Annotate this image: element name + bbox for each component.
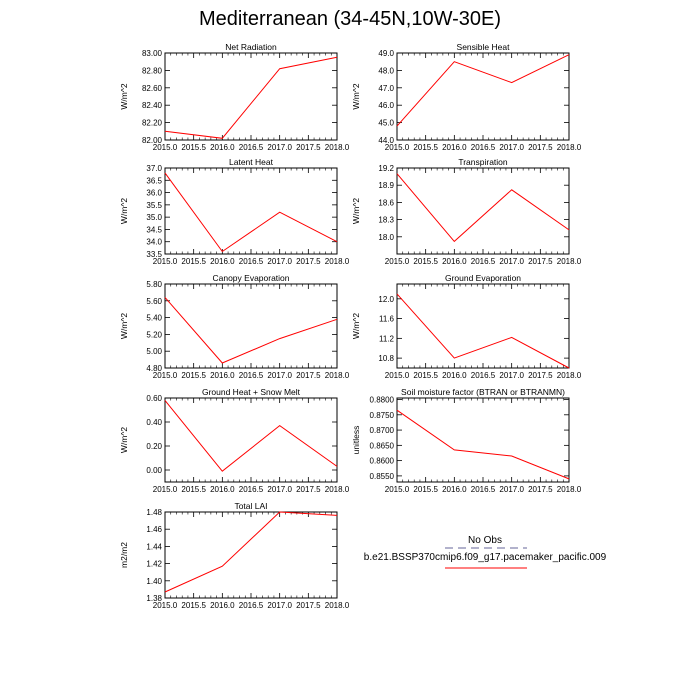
y-tick-label: 83.00 (141, 49, 162, 58)
x-tick-label: 2016.0 (442, 143, 467, 152)
panel-canopy-evaporation (119, 273, 350, 380)
y-tick-label: 1.40 (146, 576, 162, 586)
x-tick-label: 2017.0 (267, 371, 292, 380)
x-tick-label: 2016.0 (210, 143, 235, 152)
x-tick-label: 2016.5 (238, 371, 264, 380)
panel-ground-heat-snow-melt (119, 387, 350, 494)
y-axis-label: W/m^2 (351, 197, 361, 225)
y-axis-label: W/m^2 (119, 197, 129, 225)
plot-frame (397, 168, 569, 254)
panel-soil-moisture-factor-btran-or-btranmn (351, 387, 582, 494)
plot-frame (165, 512, 337, 598)
x-tick-label: 2015.5 (181, 485, 206, 494)
y-tick-label: 0.8800 (369, 395, 394, 405)
y-tick-label: 11.2 (379, 334, 394, 344)
x-tick-label: 2017.0 (499, 143, 524, 152)
y-tick-label: 18.9 (378, 181, 394, 191)
x-tick-label: 2017.0 (499, 485, 524, 494)
y-tick-label: 35.0 (146, 213, 162, 223)
y-axis-label: W/m^2 (351, 312, 361, 340)
y-tick-label: 48.0 (378, 66, 394, 76)
y-tick-label: 82.80 (141, 66, 162, 76)
y-axis-label: unitless (351, 425, 361, 455)
series-line (397, 55, 569, 126)
panel-title: Sensible Heat (456, 42, 510, 52)
panel-title: Ground Evaporation (444, 273, 522, 283)
x-tick-label: 2016.0 (442, 371, 467, 380)
y-tick-label: 18.3 (378, 215, 394, 225)
y-tick-label: 1.38 (146, 594, 162, 603)
y-tick-label: 0.8600 (369, 456, 394, 466)
x-tick-label: 2017.5 (528, 143, 553, 152)
y-tick-label: 45.0 (378, 118, 394, 128)
x-tick-label: 2016.5 (238, 601, 264, 610)
x-tick-label: 2018.0 (556, 371, 582, 380)
y-tick-label: 19.2 (378, 164, 394, 173)
series-line (165, 400, 337, 471)
y-tick-label: 47.0 (378, 83, 394, 93)
y-tick-label: 44.0 (378, 136, 394, 145)
panel-transpiration (351, 157, 582, 266)
x-tick-label: 2015.0 (152, 143, 178, 152)
x-tick-label: 2016.5 (238, 257, 264, 266)
x-tick-label: 2016.0 (210, 371, 235, 380)
y-tick-label: 0.8700 (369, 426, 394, 436)
x-tick-label: 2017.0 (267, 143, 292, 152)
y-tick-label: 5.00 (146, 347, 162, 357)
x-tick-label: 2016.5 (238, 143, 264, 152)
series-line (165, 297, 337, 363)
panel-sensible-heat (351, 42, 582, 152)
panels (119, 42, 582, 610)
y-tick-label: 0.00 (146, 466, 162, 475)
x-tick-label: 2017.0 (267, 485, 292, 494)
x-tick-label: 2016.0 (210, 485, 235, 494)
x-tick-label: 2015.0 (152, 485, 178, 494)
series-line (165, 512, 337, 592)
figure-title: Mediterranean (34-45N,10W-30E) (198, 8, 501, 30)
x-tick-label: 2017.5 (528, 257, 553, 266)
legend-no-obs-label: No Obs (468, 535, 502, 546)
legend (364, 535, 607, 568)
x-tick-label: 2015.5 (413, 257, 438, 266)
x-tick-label: 2017.5 (296, 257, 321, 266)
panel-title: Net Radiation (225, 42, 277, 52)
series-line (397, 174, 569, 242)
plot-frame (397, 398, 569, 482)
x-tick-label: 2015.0 (152, 601, 178, 610)
x-tick-label: 2017.0 (267, 257, 292, 266)
panel-net-radiation (119, 42, 350, 152)
panel-title: Total LAI (234, 501, 268, 511)
y-tick-label: 18.0 (378, 232, 394, 242)
x-tick-label: 2015.0 (384, 143, 410, 152)
x-tick-label: 2015.5 (413, 371, 438, 380)
y-tick-label: 0.60 (146, 394, 162, 403)
y-tick-label: 5.80 (146, 280, 162, 289)
y-tick-label: 5.40 (146, 313, 162, 323)
x-tick-label: 2015.5 (181, 601, 206, 610)
y-tick-label: 34.5 (146, 225, 162, 235)
plot-frame (165, 398, 337, 482)
y-axis-label: m2/m2 (119, 542, 129, 568)
series-line (165, 57, 337, 138)
y-tick-label: 46.0 (378, 101, 394, 111)
y-tick-label: 5.60 (146, 296, 162, 306)
y-tick-label: 12.0 (378, 294, 394, 304)
x-tick-label: 2015.5 (181, 143, 206, 152)
x-tick-label: 2015.0 (384, 371, 410, 380)
y-tick-label: 35.5 (146, 200, 162, 210)
x-tick-label: 2015.0 (384, 257, 410, 266)
y-tick-label: 37.0 (146, 164, 162, 173)
x-tick-label: 2018.0 (556, 257, 582, 266)
x-tick-label: 2018.0 (324, 371, 350, 380)
y-tick-label: 4.80 (146, 364, 162, 373)
y-tick-label: 82.40 (141, 101, 162, 111)
x-tick-label: 2017.0 (499, 257, 524, 266)
plot-frame (397, 284, 569, 368)
panel-title: Ground Heat + Snow Melt (201, 387, 301, 397)
y-tick-label: 1.46 (146, 525, 162, 535)
x-tick-label: 2017.0 (267, 601, 292, 610)
x-tick-label: 2018.0 (324, 601, 350, 610)
y-tick-label: 82.20 (141, 118, 162, 128)
y-axis-label: W/m^2 (119, 312, 129, 340)
x-tick-label: 2017.5 (528, 371, 553, 380)
x-tick-label: 2016.5 (470, 143, 496, 152)
series-line (397, 410, 569, 479)
x-tick-label: 2017.5 (296, 371, 321, 380)
x-tick-label: 2018.0 (324, 257, 350, 266)
x-tick-label: 2018.0 (556, 143, 582, 152)
x-tick-label: 2018.0 (324, 143, 350, 152)
x-tick-label: 2015.5 (413, 143, 438, 152)
y-tick-label: 18.6 (378, 198, 394, 208)
x-tick-label: 2015.5 (181, 257, 206, 266)
x-tick-label: 2015.0 (152, 371, 178, 380)
panel-title: Soil moisture factor (BTRAN or BTRANMN) (401, 387, 565, 397)
x-tick-label: 2017.0 (499, 371, 524, 380)
plot-frame (165, 168, 337, 254)
x-tick-label: 2018.0 (324, 485, 350, 494)
y-tick-label: 1.48 (146, 508, 162, 517)
x-tick-label: 2017.5 (296, 485, 321, 494)
x-tick-label: 2016.5 (470, 485, 496, 494)
y-axis-label: W/m^2 (351, 83, 361, 110)
y-tick-label: 0.40 (146, 418, 162, 427)
y-tick-label: 49.0 (378, 49, 394, 58)
y-tick-label: 82.60 (141, 83, 162, 93)
y-tick-label: 10.8 (378, 354, 394, 364)
x-tick-label: 2017.5 (296, 143, 321, 152)
y-tick-label: 1.44 (146, 542, 162, 552)
y-tick-label: 0.8550 (369, 471, 394, 481)
x-tick-label: 2016.5 (470, 257, 496, 266)
plot-frame (165, 284, 337, 368)
legend-run-label: b.e21.BSSP370cmip6.f09_g17.pacemaker_pacific.009 (363, 552, 607, 563)
y-tick-label: 36.5 (146, 176, 162, 186)
y-tick-label: 36.0 (146, 188, 162, 198)
panel-ground-evaporation (351, 273, 582, 380)
series-line (165, 173, 337, 252)
y-tick-label: 0.8750 (369, 410, 394, 420)
y-axis-label: W/m^2 (119, 426, 129, 454)
y-tick-label: 34.0 (146, 237, 162, 247)
x-tick-label: 2017.5 (528, 485, 553, 494)
x-tick-label: 2016.0 (210, 601, 235, 610)
series-line (397, 294, 569, 368)
x-tick-label: 2016.0 (210, 257, 235, 266)
panel-title: Canopy Evaporation (212, 273, 290, 283)
y-tick-label: 33.5 (146, 250, 162, 259)
x-tick-label: 2018.0 (556, 485, 582, 494)
panel-total-lai (119, 501, 350, 610)
panel-title: Transpiration (458, 157, 508, 167)
y-tick-label: 82.00 (141, 136, 162, 145)
y-tick-label: 1.42 (146, 559, 162, 569)
x-tick-label: 2016.0 (442, 257, 467, 266)
plot-frame (165, 53, 337, 140)
y-tick-label: 0.20 (146, 442, 162, 451)
panel-latent-heat (119, 157, 350, 266)
x-tick-label: 2016.0 (442, 485, 467, 494)
y-axis-label: W/m^2 (119, 83, 129, 110)
x-tick-label: 2015.5 (181, 371, 206, 380)
x-tick-label: 2015.0 (152, 257, 178, 266)
y-tick-label: 0.8650 (369, 441, 394, 451)
x-tick-label: 2015.0 (384, 485, 410, 494)
x-tick-label: 2016.5 (470, 371, 496, 380)
x-tick-label: 2017.5 (296, 601, 321, 610)
x-tick-label: 2015.5 (413, 485, 438, 494)
y-tick-label: 11.6 (379, 314, 394, 324)
panel-title: Latent Heat (229, 157, 273, 167)
y-tick-label: 5.20 (146, 330, 162, 340)
x-tick-label: 2016.5 (238, 485, 264, 494)
